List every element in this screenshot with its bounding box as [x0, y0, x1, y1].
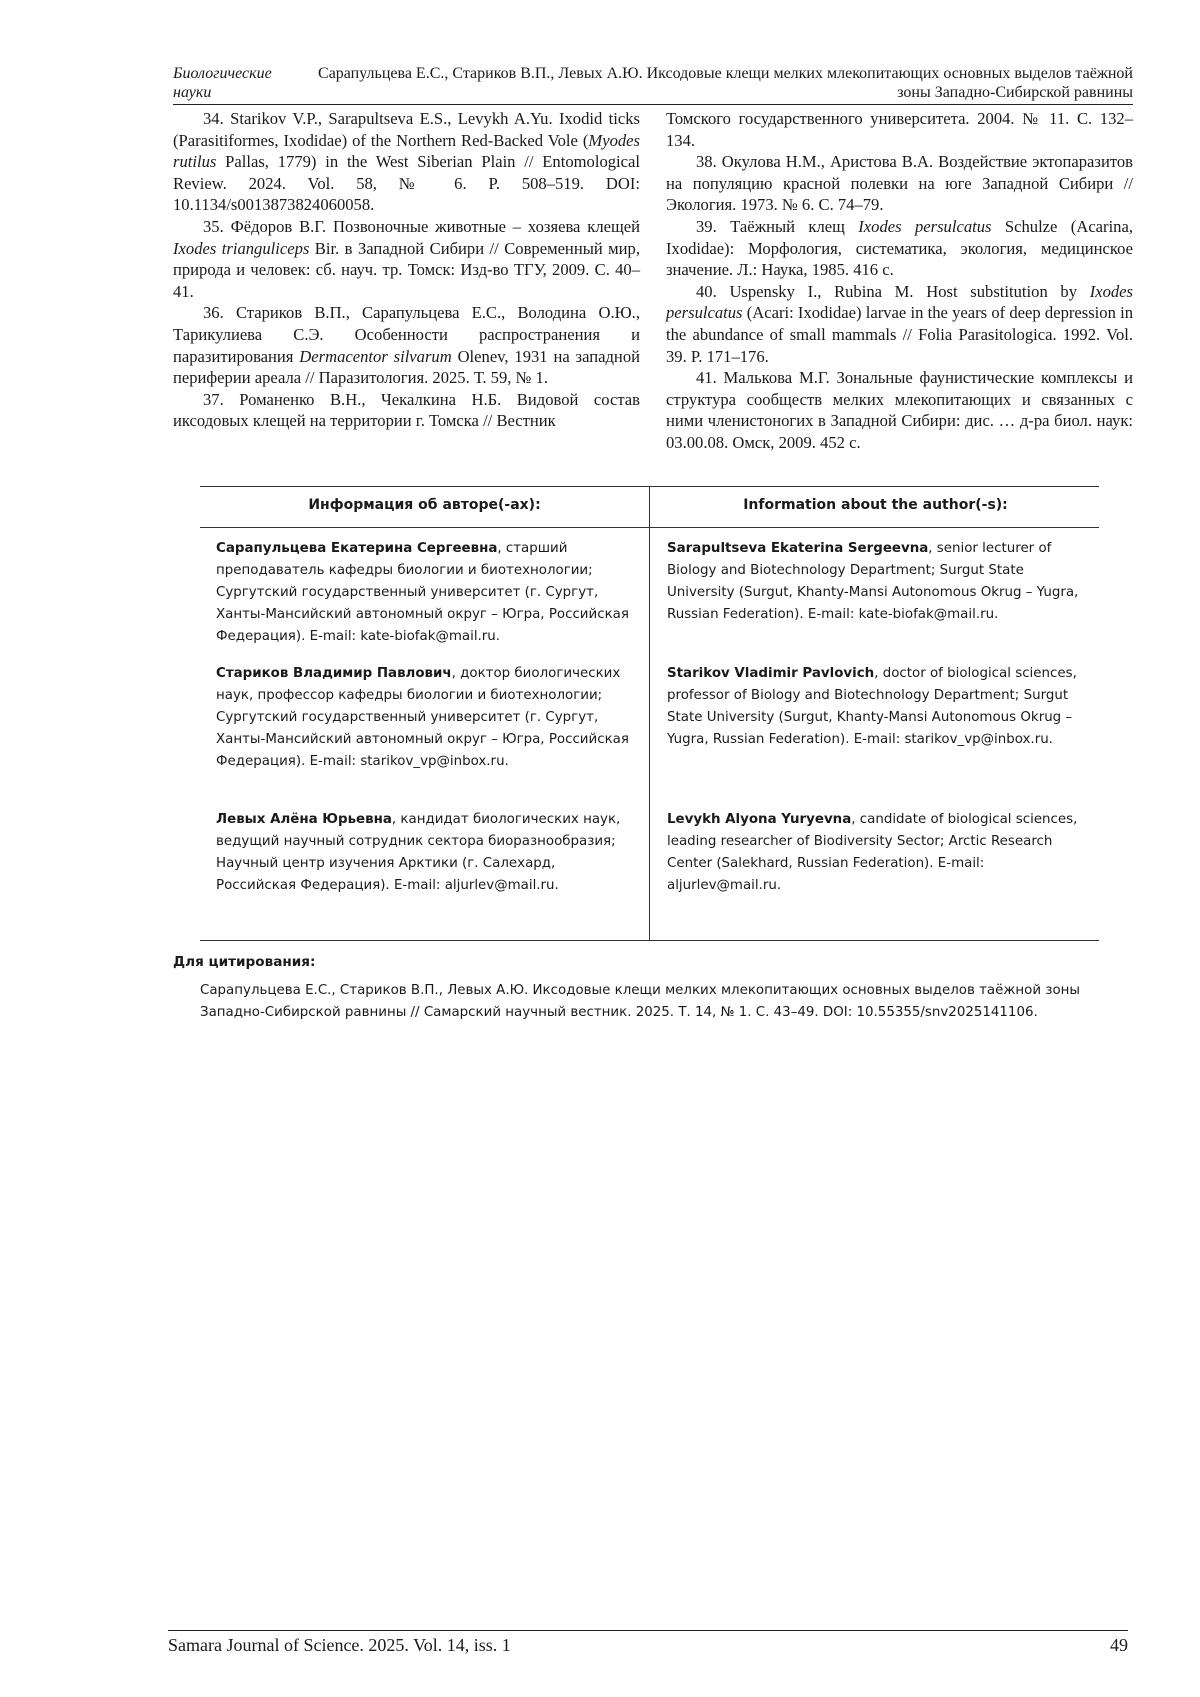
table-header-rule	[200, 527, 1099, 528]
author-en-2: Starikov Vladimir Pavlovich, doctor of biological sciences, professor of Biology and Biotechnology Department; Surgut State University (Surgut, Khanty-Mansi Autonomous Okrug – Yugra, Russian Federation). E-mail: starikov_vp@inbox.ru.	[667, 663, 1087, 751]
reference-item: 37. Романенко В.Н., Чекалкина Н.Б. Видовой состав иксодовых клещей на территории г. Томска // Вестник	[173, 389, 640, 432]
reference-item: 41. Малькова М.Г. Зональные фаунистические комплексы и структура сообществ мелких млекопитающих и связанных с ними членистоногих в Западной Сибири: дис. … д-ра биол. наук: 03.00.08. Омск, 2009. 452 с.	[666, 367, 1133, 453]
reference-item: 36. Стариков В.П., Сарапульцева Е.С., Володина О.Ю., Тарикулиева С.Э. Особенности распространения и паразитирования Dermacentor silvarum Olenev, 1931 на западной периферии ареала // Паразитология. 2025. Т. 59, № 1.	[173, 302, 640, 388]
page-footer	[168, 1630, 1128, 1631]
footer-journal: Samara Journal of Science. 2025. Vol. 14, iss. 1	[168, 1635, 511, 1656]
page-number: 49	[1110, 1635, 1128, 1656]
references-column-right	[666, 108, 1133, 454]
author-ru-3: Левых Алёна Юрьевна, кандидат биологических наук, ведущий научный сотрудник сектора биоразнообразия; Научный центр изучения Арктики (г. Салехард, Российская Федерация). E-mail: aljurlev@mail.ru.	[216, 809, 636, 897]
authors-info-table	[200, 486, 1099, 941]
authors-header-en: Information about the author(-s):	[651, 497, 1100, 513]
table-divider	[649, 487, 650, 940]
citation-title: Для цитирования:	[173, 954, 315, 970]
reference-item: 34. Starikov V.P., Sarapultseva E.S., Levykh A.Yu. Ixodid ticks (Parasitiformes, Ixodidae) of the Northern Red-Backed Vole (Myodes rutilus Pallas, 1779) in the West Siberian Plain // Entomological Review. 2024. Vol. 58, № 6. P. 508–519. DOI: 10.1134/s0013873824060058.	[173, 108, 640, 216]
author-en-1: Sarapultseva Ekaterina Sergeevna, senior lecturer of Biology and Biotechnology Department; Surgut State University (Surgut, Khanty-Mansi Autonomous Okrug – Yugra, Russian Federation). E-mail: kate-biofak@mail.ru.	[667, 538, 1087, 626]
running-title: Сарапульцева Е.С., Стариков В.П., Левых А.Ю. Иксодовые клещи мелких млекопитающих основных выделов таёжной зоны Западно-Сибирской равнины	[313, 64, 1133, 102]
reference-item: 38. Окулова Н.М., Аристова В.А. Воздействие эктопаразитов на популяцию красной полевки на юге Западной Сибири // Экология. 1973. № 6. С. 74–79.	[666, 151, 1133, 216]
reference-item: 35. Фёдоров В.Г. Позвоночные животные – хозяева клещей Ixodes trianguliceps Bir. в Западной Сибири // Современный мир, природа и человек: сб. науч. тр. Томск: Изд-во ТГУ, 2009. С. 40–41.	[173, 216, 640, 302]
references-column-left	[173, 108, 640, 432]
authors-header-ru: Информация об авторе(-ах):	[200, 497, 649, 513]
running-header	[173, 64, 1133, 105]
author-ru-2: Стариков Владимир Павлович, доктор биологических наук, профессор кафедры биологии и биотехнологии; Сургутский государственный университет (г. Сургут, Ханты-Мансийский автономный округ – Югра, Российская Федерация). E-mail: starikov_vp@inbox.ru.	[216, 663, 636, 773]
reference-item: 40. Uspensky I., Rubina M. Host substitution by Ixodes persulcatus (Acari: Ixodidae) larvae in the years of deep depression in the abundance of small mammals // Folia Parasitologica. 1992. Vol. 39. P. 171–176.	[666, 281, 1133, 367]
citation-text: Сарапульцева Е.С., Стариков В.П., Левых А.Ю. Иксодовые клещи мелких млекопитающих основных выделов таёжной зоны Западно-Сибирской равнины // Самарский научный вестник. 2025. Т. 14, № 1. С. 43–49. DOI: 10.55355/snv2025141106.	[200, 980, 1130, 1024]
author-en-3: Levykh Alyona Yuryevna, candidate of biological sciences, leading researcher of Biodiversity Sector; Arctic Research Center (Salekhard, Russian Federation). E-mail: aljurlev@mail.ru.	[667, 809, 1087, 897]
journal-section: Биологические науки	[173, 64, 303, 102]
author-ru-1: Сарапульцева Екатерина Сергеевна, старший преподаватель кафедры биологии и биотехнологии; Сургутский государственный университет (г. Сургут, Ханты-Мансийский автономный округ – Югра, Российская Федерация). E-mail: kate-biofak@mail.ru.	[216, 538, 636, 648]
reference-continuation: Томского государственного университета. 2004. № 11. С. 132–134.	[666, 108, 1133, 151]
reference-item: 39. Таёжный клещ Ixodes persulcatus Schulze (Acarina, Ixodidae): Морфология, систематика, экология, медицинское значение. Л.: Наука, 1985. 416 с.	[666, 216, 1133, 281]
